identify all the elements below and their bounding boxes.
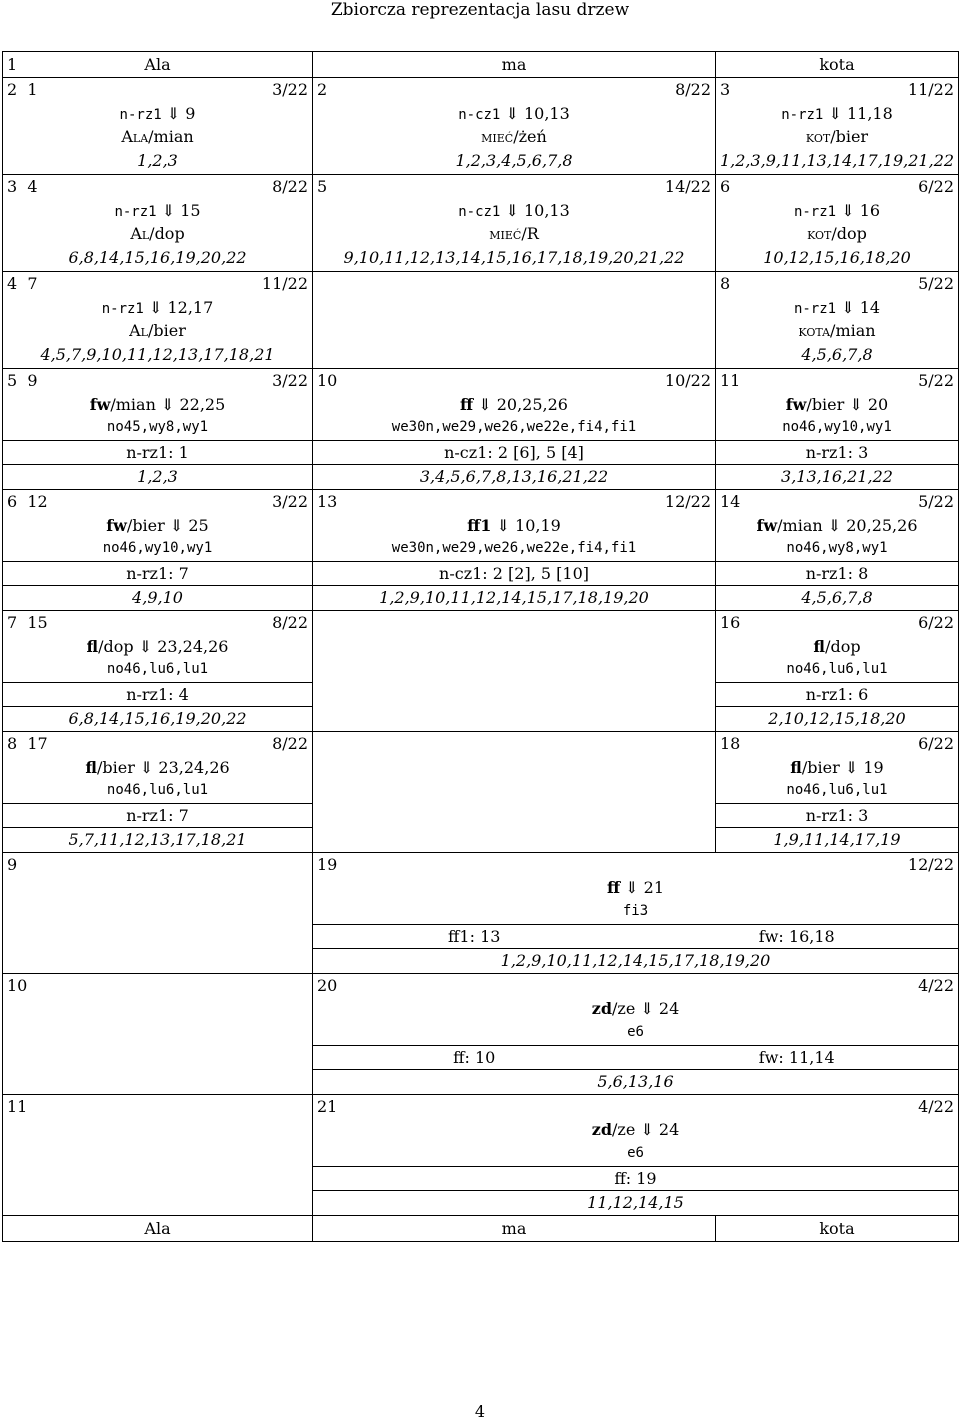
table-row [3, 731, 959, 852]
tree-node-cell: 2 8/22 n-cz1 ⇓ 10,13 mieć/żeń 1,2,3,4,5,6,7,8 [313, 78, 716, 175]
tree-node-cell: 14 5/22 fw/mian ⇓ 20,25,26 no46,wy8,wy1 n-rz1: 8 4,5,6,7,8 [716, 489, 959, 610]
table-row [3, 175, 959, 272]
tree-node-cell: 6 6/22 n-rz1 ⇓ 16 kot/dop 10,12,15,16,18,20 [716, 175, 959, 272]
table-row [3, 78, 959, 175]
word-1: Ala [144, 55, 171, 74]
tree-node-cell: 20 4/22 zd/ze ⇓ 24 e6 ff: 10 fw: 11,14 5,6,13,16 [313, 973, 959, 1094]
table-row [3, 610, 959, 731]
row-number-cell: 9 [3, 852, 313, 973]
page-title: Zbiorcza reprezentacja lasu drzew [330, 0, 630, 20]
forest-table [2, 51, 959, 1242]
tree-node-cell: 4 7 11/22 n-rz1 ⇓ 12,17 Al/bier 4,5,7,9,10,11,12,13,17,18,21 [3, 272, 313, 369]
tree-node-cell: 5 14/22 n-cz1 ⇓ 10,13 mieć/R 9,10,11,12,13,14,15,16,17,18,19,20,21,22 [313, 175, 716, 272]
tree-node-cell: 18 6/22 fl/bier ⇓ 19 no46,lu6,lu1 n-rz1: 3 1,9,11,14,17,19 [716, 731, 959, 852]
tree-node-cell: 8 5/22 n-rz1 ⇓ 14 kota/mian 4,5,6,7,8 [716, 272, 959, 369]
header-row [3, 52, 959, 78]
table-row [3, 852, 959, 973]
table-row [3, 973, 959, 1094]
word-3: kota [716, 52, 959, 78]
tree-node-cell: 8 17 8/22 fl/bier ⇓ 23,24,26 no46,lu6,lu1 n-rz1: 7 5,7,11,12,13,17,18,21 [3, 731, 313, 852]
word-3: kota [716, 1215, 959, 1241]
table-row [3, 272, 959, 369]
tree-node-cell: 19 12/22 ff ⇓ 21 fi3 ff1: 13 fw: 16,18 1,2,9,10,11,12,14,15,17,18,19,20 [313, 852, 959, 973]
tree-node-cell: 3 4 8/22 n-rz1 ⇓ 15 Al/dop 6,8,14,15,16,19,20,22 [3, 175, 313, 272]
tree-node-cell: 6 12 3/22 fw/bier ⇓ 25 no46,wy10,wy1 n-rz1: 7 4,9,10 [3, 489, 313, 610]
empty-cell [313, 272, 716, 369]
tree-node-cell: 2 1 3/22 n-rz1 ⇓ 9 Ala/mian 1,2,3 [3, 78, 313, 175]
tree-node-cell: 13 12/22 ff1 ⇓ 10,19 we30n,we29,we26,we22e,fi4,fi1 n-cz1: 2 [2], 5 [10] 1,2,9,10,11,12,14,15,17,18,19,20 [313, 489, 716, 610]
footer-row [3, 1215, 959, 1241]
tree-node-cell: 5 9 3/22 fw/mian ⇓ 22,25 no45,wy8,wy1 n-rz1: 1 1,2,3 [3, 369, 313, 490]
word-1: Ala [3, 1215, 313, 1241]
empty-cell [313, 731, 716, 852]
tree-node-cell: 21 4/22 zd/ze ⇓ 24 e6 ff: 19 11,12,14,15 [313, 1094, 959, 1215]
tree-node-cell: 3 11/22 n-rz1 ⇓ 11,18 kot/bier 1,2,3,9,11,13,14,17,19,21,22 [716, 78, 959, 175]
table-row [3, 489, 959, 610]
empty-cell [313, 610, 716, 731]
table-row [3, 369, 959, 490]
word-2: ma [313, 52, 716, 78]
row-number: 1 [7, 55, 18, 74]
tree-node-cell: 16 6/22 fl/dop no46,lu6,lu1 n-rz1: 6 2,10,12,15,18,20 [716, 610, 959, 731]
tree-node-cell: 7 15 8/22 fl/dop ⇓ 23,24,26 no46,lu6,lu1 n-rz1: 4 6,8,14,15,16,19,20,22 [3, 610, 313, 731]
page-number: 4 [474, 1402, 486, 1421]
word-2: ma [313, 1215, 716, 1241]
tree-node-cell: 10 10/22 ff ⇓ 20,25,26 we30n,we29,we26,we22e,fi4,fi1 n-cz1: 2 [6], 5 [4] 3,4,5,6,7,8,13,16,21,22 [313, 369, 716, 490]
tree-node-cell: 11 5/22 fw/bier ⇓ 20 no46,wy10,wy1 n-rz1: 3 3,13,16,21,22 [716, 369, 959, 490]
row-number-cell: 10 [3, 973, 313, 1094]
table-row [3, 1094, 959, 1215]
row-number-cell: 11 [3, 1094, 313, 1215]
